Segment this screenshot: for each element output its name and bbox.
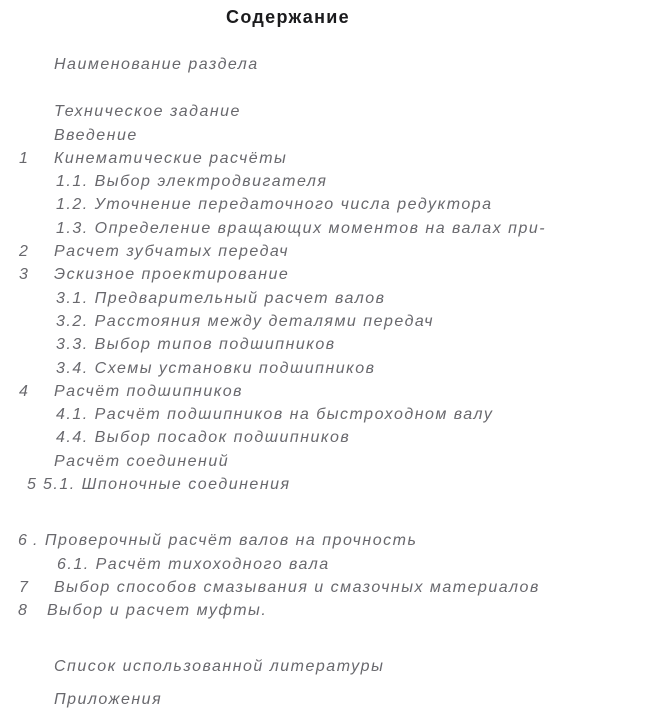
toc-row [0, 380, 666, 403]
toc-row [0, 333, 666, 356]
toc-row [0, 450, 666, 473]
toc-row [0, 287, 666, 310]
toc-row-text: Кинематические расчёты [54, 149, 288, 167]
blank-line [0, 678, 666, 688]
toc-row-text: 4.4. Выбор посадок подшипников [56, 429, 351, 447]
toc-row [0, 553, 666, 576]
toc-row-number: 5 [27, 476, 38, 494]
toc-row-text: 5.1. Шпоночные соединения [43, 476, 291, 494]
toc-row-text: Расчёт подшипников [54, 382, 244, 400]
toc-row-number: 2 [19, 243, 30, 261]
toc-row-text: 3.2. Расстояния между деталями передач [56, 312, 435, 330]
toc-row [0, 426, 666, 449]
toc-row-text: 4.1. Расчёт подшипников на быстроходном валу [56, 406, 494, 424]
toc-row [0, 473, 666, 496]
toc-row-text: Наименование раздела [54, 56, 259, 73]
toc-row [0, 403, 666, 426]
toc-row-text: Выбор способов смазывания и смазочных материалов [54, 578, 540, 596]
table-of-contents [0, 53, 666, 711]
toc-row-text: Эскизное проектирование [54, 266, 290, 284]
blank-line [0, 623, 666, 655]
toc-row-text: Расчёт соединений [54, 452, 230, 470]
toc-row-text: . Проверочный расчёт валов на прочность [33, 532, 418, 550]
toc-row [0, 193, 666, 216]
toc-row-text: 3.1. Предварительный расчет валов [56, 289, 386, 307]
toc-row [0, 655, 666, 678]
toc-row [0, 240, 666, 263]
toc-row [0, 576, 666, 599]
toc-row-text: 3.3. Выбор типов подшипников [56, 336, 336, 354]
toc-row-number: 6 [18, 532, 29, 550]
blank-line [0, 496, 666, 529]
toc-row-text: 6.1. Расчёт тихоходного вала [57, 555, 330, 573]
toc-row [0, 53, 666, 76]
toc-row-text: 1.2. Уточнение передаточного числа редуктора [56, 196, 493, 214]
toc-row-text: Выбор и расчет муфты. [47, 602, 268, 620]
toc-row [0, 147, 666, 170]
toc-row-text: Список использованной литературы [54, 657, 385, 675]
toc-row-number: 4 [19, 382, 30, 400]
toc-row-text: Техническое задание [54, 103, 241, 121]
toc-row-text: 1.1. Выбор электродвигателя [56, 173, 328, 191]
toc-row [0, 357, 666, 380]
toc-row-number: 3 [19, 266, 30, 284]
toc-row-text: 1.3. Определение вращающих моментов на валах при- [56, 219, 547, 237]
blank-line [0, 76, 666, 100]
toc-row [0, 599, 666, 622]
toc-row [0, 529, 666, 552]
toc-row-text: Введение [54, 126, 138, 144]
toc-row [0, 124, 666, 147]
toc-row [0, 688, 666, 711]
toc-row [0, 263, 666, 286]
toc-row-text: 3.4. Схемы установки подшипников [56, 359, 376, 377]
toc-row [0, 170, 666, 193]
toc-row [0, 100, 666, 123]
toc-row-number: 7 [19, 578, 30, 596]
toc-row [0, 310, 666, 333]
toc-row-number: 1 [19, 149, 30, 167]
page-title: Содержание [226, 7, 350, 27]
toc-row-text: Расчет зубчатых передач [54, 243, 290, 261]
toc-row-text: Приложения [54, 690, 163, 708]
toc-row-number: 8 [18, 602, 29, 620]
toc-row [0, 217, 666, 240]
